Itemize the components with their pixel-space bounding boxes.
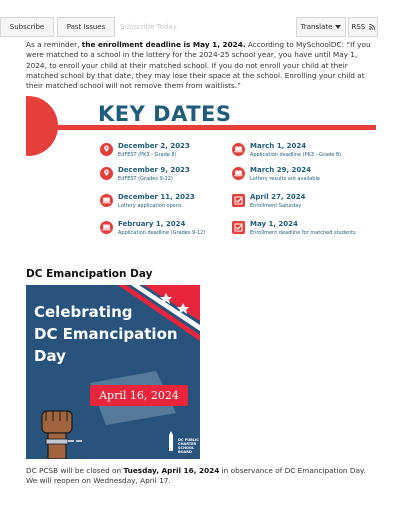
key-date-desc: Application deadline (PK3 - Grade 8) [250,152,342,158]
rss-label: RSS [351,23,366,31]
rss-icon [369,24,375,30]
key-date-desc: EdFEST (PK3 - Grade 8) [118,152,177,158]
past-issues-button[interactable]: Past Issues [57,17,115,37]
key-date-date: February 1, 2024 [118,220,186,228]
graphic-title-line3: Day [34,347,66,365]
key-date-date: December 2, 2023 [118,142,190,150]
laptop-icon [100,194,113,207]
checkbox-icon [232,221,245,234]
graphic-title-line2: DC Emancipation [34,325,178,343]
enrollment-reminder-paragraph [26,40,378,91]
caret-down-icon [335,25,341,29]
map-pin-icon [100,143,113,156]
subscribe-today-field[interactable]: Subscribe Today [120,23,177,31]
laptop-icon [232,143,245,156]
laptop-icon [100,221,113,234]
rss-button[interactable] [348,17,378,37]
translate-dropdown[interactable] [296,17,346,37]
newsletter-toolbar [0,0,400,36]
subscribe-button[interactable]: Subscribe [0,17,54,37]
key-date-date: April 27, 2024 [250,193,306,201]
key-date-desc: Lottery results are available [250,176,320,182]
key-dates-title: KEY DATES [98,102,232,126]
key-date-desc: Application deadline (Grades 9-12) [118,230,206,236]
closure-notice-paragraph [26,466,378,487]
intro-text-start: As a reminder, [26,40,82,49]
key-date-date: March 29, 2024 [250,166,312,174]
raised-fist-icon [30,399,90,459]
dc-pcsb-logo-text: DC PUBLIC CHARTER SCHOOL BOARD [178,438,199,454]
emancipation-day-heading: DC Emancipation Day [26,268,153,280]
graphic-title-line1: Celebrating [34,303,133,321]
closing-text-start: DC PCSB will be closed on [26,466,124,475]
monument-icon [166,431,176,451]
key-date-date: December 11, 2023 [118,193,195,201]
translate-label: Translate [300,23,333,31]
closing-text-rest: in observance of DC Emancipation Day. We will reopen on Wednesday, April 17. [26,466,366,486]
emancipation-day-graphic [26,285,200,459]
key-date-date: May 1, 2024 [250,220,298,228]
key-date-desc: Enrollment Saturday [250,203,302,209]
key-date-date: March 1, 2024 [250,142,307,150]
key-date-desc: Lottery application opens [118,203,182,209]
key-date-desc: Enrollment deadline for matched students [250,230,356,236]
graphic-date-pill: April 16, 2024 [90,385,188,406]
laptop-icon [232,167,245,180]
key-date-date: December 9, 2023 [118,166,190,174]
key-dates-graphic [26,96,376,246]
intro-text-rest: According to MySchoolDC: “If you were matched to a school in the lottery for the 2024-25 school year, you have until May 1, 2024, to enroll your child at their matched school. If you do not enroll your child at their matched school by that date, they may lose their space at the school. Enrolling your child at their matched school will not remove them from waitlists.” [26,40,371,91]
checkbox-icon [232,194,245,207]
enrollment-deadline-bold: the enrollment deadline is May 1, 2024. [81,40,246,49]
key-date-desc: EdFEST (Grades 9-12) [118,176,173,182]
map-pin-icon [100,167,113,180]
red-circle-decoration [26,96,58,156]
closure-date-bold: Tuesday, April 16, 2024 [123,466,220,475]
